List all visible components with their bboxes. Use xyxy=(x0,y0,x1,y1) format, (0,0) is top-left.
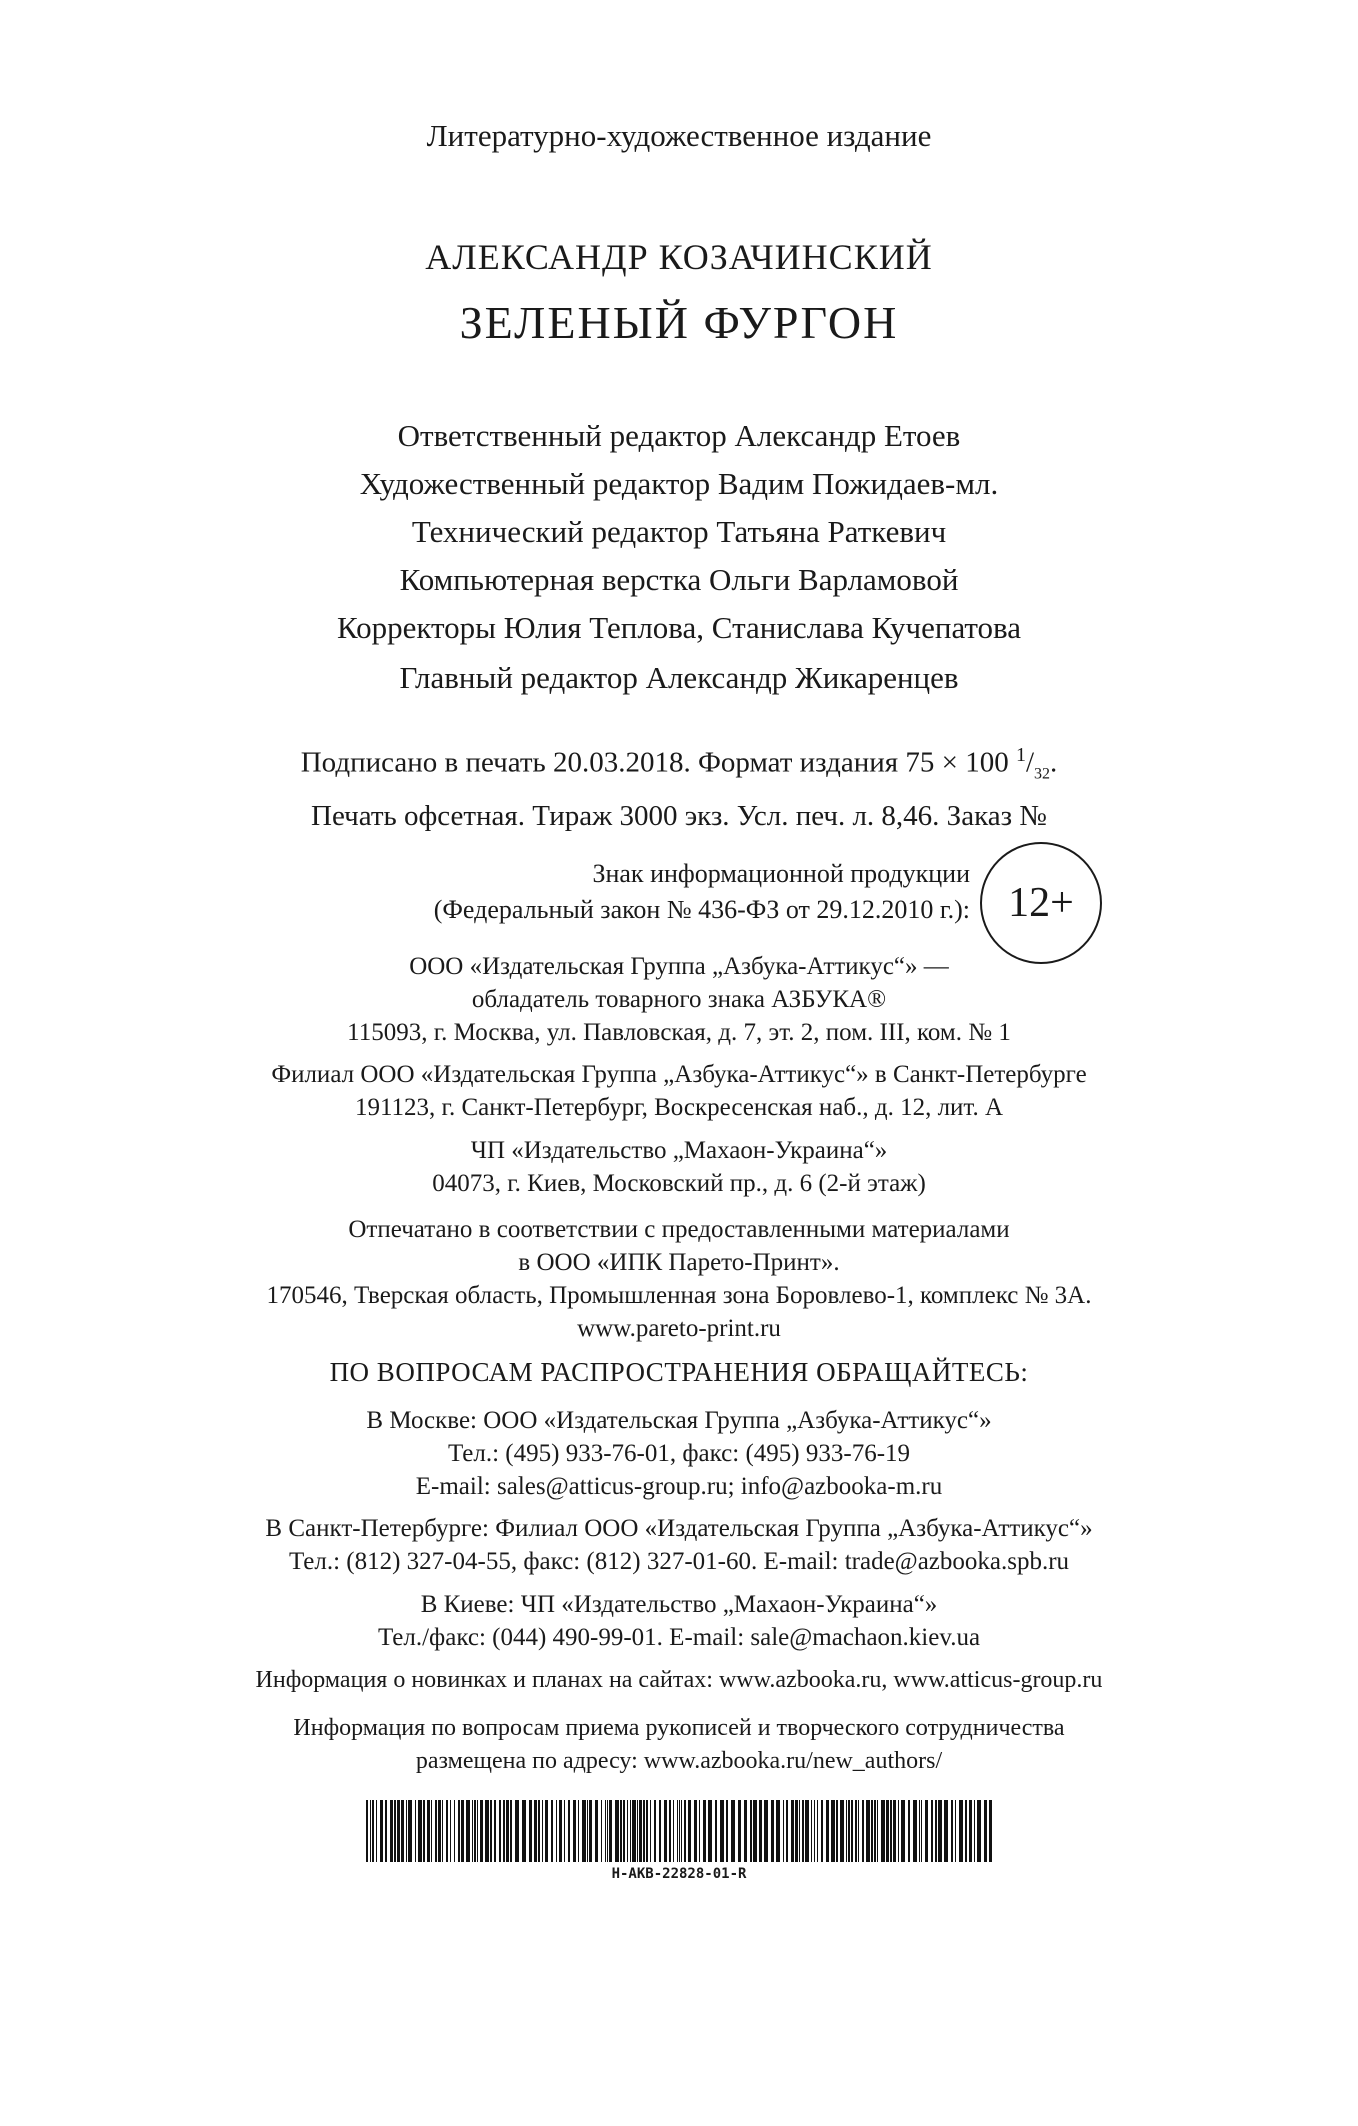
barcode-bar xyxy=(461,1800,464,1862)
barcode-bar xyxy=(529,1800,532,1862)
book-title: ЗЕЛЕНЫЙ ФУРГОН xyxy=(459,297,899,348)
barcode-bar xyxy=(650,1800,651,1862)
publisher-address: 115093, г. Москва, ул. Павловская, д. 7, эт. 2, пом. III, ком. № 1 xyxy=(347,1019,1011,1046)
barcode-bar xyxy=(935,1800,937,1862)
credit-line: Художественный редактор Вадим Пожидаев-мл. xyxy=(359,466,999,501)
printing-line-2: Печать офсетная. Тираж 3000 экз. Усл. печ. л. 8,46. Заказ № xyxy=(311,800,1047,833)
credit-line: Компьютерная верстка Ольги Варламовой xyxy=(399,562,959,597)
barcode-bar xyxy=(515,1800,519,1862)
barcode-bar xyxy=(931,1800,933,1862)
barcode-bar xyxy=(738,1800,741,1862)
barcode-bar xyxy=(821,1800,823,1862)
barcode-bar xyxy=(974,1800,975,1862)
credit-line: Технический редактор Татьяна Раткевич xyxy=(411,514,947,549)
barcode-bar xyxy=(840,1800,844,1862)
printing-details xyxy=(0,734,1358,837)
barcode-bar xyxy=(715,1800,717,1862)
barcode-bar xyxy=(984,1800,987,1862)
barcode-bar xyxy=(538,1800,540,1862)
barcode-bar xyxy=(380,1800,383,1862)
barcode-bar xyxy=(522,1800,526,1862)
barcode-bar xyxy=(466,1800,470,1862)
barcode-bar xyxy=(681,1800,682,1862)
barcode-bar xyxy=(556,1800,557,1862)
barcode-bar xyxy=(925,1800,928,1862)
barcode-bar xyxy=(951,1800,953,1862)
barcode-bar xyxy=(764,1800,768,1862)
barcode-bar xyxy=(814,1800,815,1862)
barcode-bar xyxy=(587,1800,588,1862)
sites-info: Информация о новинках и планах на сайтах: www.azbooka.ru, www.atticus-group.ru xyxy=(255,1667,1103,1693)
edition-type: Литературно-художественное издание xyxy=(426,118,932,153)
barcode-bar xyxy=(908,1800,910,1862)
barcode-bar xyxy=(898,1800,899,1862)
publisher-main xyxy=(0,950,1358,1049)
barcode-bar xyxy=(408,1800,412,1862)
barcode-bar xyxy=(370,1800,371,1862)
barcode-bar xyxy=(753,1800,757,1862)
publisher-line: обладатель товарного знака АЗБУКА® xyxy=(471,986,887,1013)
distribution-moscow xyxy=(0,1404,1358,1503)
barcode-bar xyxy=(506,1800,509,1862)
printed-by xyxy=(0,1213,1358,1345)
barcode-bar xyxy=(485,1800,489,1862)
barcode-bar xyxy=(442,1800,443,1862)
publisher-kiev xyxy=(0,1134,1358,1200)
barcode-bar xyxy=(418,1800,422,1862)
barcode-bar xyxy=(578,1800,579,1862)
barcode-bar xyxy=(866,1800,870,1862)
barcode-bar xyxy=(921,1800,922,1862)
barcode-bar xyxy=(401,1800,404,1862)
format-denominator: 32 xyxy=(1034,765,1051,783)
barcode-bar xyxy=(490,1800,492,1862)
barcode-bar xyxy=(673,1800,674,1862)
barcode-bar xyxy=(874,1800,876,1862)
barcode-bar xyxy=(423,1800,425,1862)
barcode-bar xyxy=(385,1800,387,1862)
barcode-bar xyxy=(795,1800,798,1862)
barcode-bar xyxy=(783,1800,784,1862)
barcode-bar xyxy=(450,1800,451,1862)
barcode-bar xyxy=(659,1800,661,1862)
barcode-bar xyxy=(564,1800,565,1862)
printer-address: 170546, Тверская область, Промышленная зона Боровлево-1, комплекс № 3А. xyxy=(266,1282,1092,1309)
barcode-bar xyxy=(886,1800,889,1862)
barcode-caption: Н-АКВ-22828-01-R xyxy=(611,1866,747,1882)
barcode-bar xyxy=(679,1800,680,1862)
barcode-bar xyxy=(623,1800,625,1862)
barcode-bar xyxy=(893,1800,896,1862)
barcode-bar xyxy=(811,1800,812,1862)
barcode-bar xyxy=(831,1800,835,1862)
info-sign-line-2: (Федеральный закон № 436-ФЗ от 29.12.2010 г.): xyxy=(433,895,970,924)
barcode-bar xyxy=(708,1800,712,1862)
barcode-bar xyxy=(744,1800,747,1862)
barcode-bar xyxy=(435,1800,437,1862)
chief-editor: Главный редактор Александр Жикаренцев xyxy=(399,660,959,695)
barcode-bar xyxy=(805,1800,809,1862)
barcode-bar xyxy=(639,1800,642,1862)
distribution-phone: Тел./факс: (044) 490-99-01. E-mail: sale@machaon.kiev.ua xyxy=(377,1624,981,1651)
age-rating-badge: 12+ xyxy=(980,842,1102,964)
barcode-bar xyxy=(969,1800,972,1862)
publisher-address: 04073, г. Киев, Московский пр., д. 6 (2-й этаж) xyxy=(432,1170,926,1197)
barcode-bar xyxy=(855,1800,857,1862)
barcode-bar xyxy=(771,1800,774,1862)
barcode-bar xyxy=(776,1800,780,1862)
barcode-bar xyxy=(366,1800,368,1862)
barcode-bar xyxy=(654,1800,656,1862)
barcode-bars xyxy=(364,1800,994,1862)
format-numerator: 1 xyxy=(1015,744,1026,766)
barcode-bar xyxy=(573,1800,576,1862)
barcode-bar xyxy=(568,1800,570,1862)
barcode-bar xyxy=(390,1800,393,1862)
barcode-bar xyxy=(959,1800,963,1862)
barcode-bar xyxy=(826,1800,829,1862)
barcode-bar xyxy=(799,1800,800,1862)
barcode-bar xyxy=(637,1800,638,1862)
barcode-bar xyxy=(684,1800,686,1862)
barcode-bar xyxy=(559,1800,562,1862)
barcode-bar xyxy=(510,1800,512,1862)
manuscripts-url: размещена по адресу: www.azbooka.ru/new_authors/ xyxy=(415,1748,943,1774)
distribution-phone: Тел.: (495) 933-76-01, факс: (495) 933-76-19 xyxy=(447,1440,911,1467)
barcode-bar xyxy=(664,1800,667,1862)
barcode-bar xyxy=(397,1800,400,1862)
barcode-bar xyxy=(694,1800,697,1862)
barcode-bar xyxy=(503,1800,505,1862)
barcode-bar xyxy=(394,1800,396,1862)
publisher-line: ООО «Издательская Группа „Азбука-Аттикус“» — xyxy=(409,953,949,980)
distribution-kiev xyxy=(0,1588,1358,1654)
barcode-bar xyxy=(919,1800,920,1862)
barcode-bar xyxy=(817,1800,818,1862)
barcode-bar xyxy=(938,1800,942,1862)
publisher-line: Филиал ООО «Издательская Группа „Азбука-Аттикус“» в Санкт-Петербурге xyxy=(271,1061,1087,1088)
barcode-bar xyxy=(551,1800,553,1862)
barcode-bar xyxy=(669,1800,671,1862)
barcode-bar xyxy=(609,1800,612,1862)
barcode-bar xyxy=(472,1800,473,1862)
barcode-bar xyxy=(877,1800,878,1862)
barcode-bar xyxy=(881,1800,885,1862)
barcode-bar xyxy=(759,1800,762,1862)
barcode-bar xyxy=(607,1800,608,1862)
barcode-bar xyxy=(703,1800,706,1862)
barcode-bar xyxy=(901,1800,905,1862)
barcode-bar xyxy=(438,1800,441,1862)
publisher-spb-branch xyxy=(0,1058,1358,1124)
barcode-bar xyxy=(989,1800,992,1862)
barcode-bar xyxy=(955,1800,956,1862)
manuscripts-line: Информация по вопросам приема рукописей и творческого сотрудничества xyxy=(293,1715,1065,1741)
barcode-bar xyxy=(677,1800,678,1862)
barcode-bar xyxy=(858,1800,859,1862)
barcode-bar xyxy=(836,1800,838,1862)
barcode-bar xyxy=(632,1800,636,1862)
credit-line: Корректоры Юлия Теплова, Станислава Кучепатова xyxy=(336,610,1022,645)
barcode-bar xyxy=(643,1800,645,1862)
distribution-heading: ПО ВОПРОСАМ РАСПРОСТРАНЕНИЯ ОБРАЩАЙТЕСЬ: xyxy=(329,1357,1029,1387)
book-author: АЛЕКСАНДР КОЗАЧИНСКИЙ xyxy=(425,237,933,277)
barcode-bar xyxy=(630,1800,631,1862)
barcode-bar xyxy=(454,1800,455,1862)
printer-line: Отпечатано в соответствии с предоставленными материалами xyxy=(348,1216,1010,1243)
barcode-bar xyxy=(913,1800,917,1862)
barcode-bar xyxy=(802,1800,804,1862)
barcode-bar xyxy=(750,1800,752,1862)
barcode-bar xyxy=(720,1800,724,1862)
barcode-bar xyxy=(458,1800,460,1862)
barcode-bar xyxy=(944,1800,948,1862)
barcode-bar xyxy=(786,1800,788,1862)
barcode-bar xyxy=(862,1800,864,1862)
distribution-line: В Москве: ООО «Издательская Группа „Азбука-Аттикус“» xyxy=(366,1407,992,1434)
manuscripts-info xyxy=(0,1712,1358,1778)
barcode-bar xyxy=(615,1800,619,1862)
barcode-bar xyxy=(372,1800,374,1862)
barcode-bar xyxy=(601,1800,602,1862)
distribution-email: E-mail: sales@atticus-group.ru; info@azbooka-m.ru xyxy=(415,1473,943,1500)
distribution-phone: Тел.: (812) 327-04-55, факс: (812) 327-01-60. E-mail: trade@azbooka.spb.ru xyxy=(288,1548,1070,1575)
barcode-bar xyxy=(726,1800,728,1862)
barcode-bar xyxy=(406,1800,407,1862)
barcode-bar xyxy=(477,1800,478,1862)
barcode-bar xyxy=(376,1800,377,1862)
credit-line: Ответственный редактор Александр Етоев xyxy=(397,418,961,453)
info-sign-line-1: Знак информационной продукции xyxy=(592,859,970,888)
publisher-address: 191123, г. Санкт-Петербург, Воскресенская наб., д. 12, лит. А xyxy=(354,1094,1004,1121)
info-product-sign xyxy=(0,842,1358,942)
barcode-bar xyxy=(731,1800,735,1862)
barcode-bar xyxy=(791,1800,794,1862)
printer-line: в ООО «ИПК Парето-Принт». xyxy=(518,1249,840,1276)
barcode-bar xyxy=(415,1800,416,1862)
barcode-bar xyxy=(494,1800,496,1862)
printer-website: www.pareto-print.ru xyxy=(577,1315,781,1342)
barcode-bar xyxy=(890,1800,892,1862)
barcode-bar xyxy=(620,1800,622,1862)
barcode-bar xyxy=(446,1800,448,1862)
barcode-bar xyxy=(627,1800,628,1862)
barcode-bar xyxy=(427,1800,430,1862)
barcode-bar xyxy=(534,1800,537,1862)
distribution-line: В Киеве: ЧП «Издательство „Махаон-Украина“» xyxy=(420,1591,938,1618)
distribution-spb xyxy=(0,1512,1358,1578)
barcode-bar xyxy=(851,1800,853,1862)
barcode-bar xyxy=(474,1800,476,1862)
barcode-bar xyxy=(589,1800,592,1862)
barcode-bar xyxy=(977,1800,981,1862)
barcode-bar xyxy=(646,1800,648,1862)
barcode-bar xyxy=(595,1800,598,1862)
barcode-bar xyxy=(480,1800,483,1862)
barcode-bar xyxy=(545,1800,548,1862)
barcode-bar xyxy=(846,1800,847,1862)
barcode-bar xyxy=(965,1800,967,1862)
printing-line-1: Подписано в печать 20.03.2018. Формат издания 75 × 100 $^1/_{32}$. xyxy=(300,744,1058,783)
barcode-bar xyxy=(542,1800,543,1862)
barcode-bar xyxy=(699,1800,700,1862)
barcode-bar xyxy=(431,1800,432,1862)
barcode-bar xyxy=(582,1800,586,1862)
barcode-bar xyxy=(688,1800,691,1862)
credits-list xyxy=(0,412,1358,652)
barcode-bar xyxy=(605,1800,606,1862)
barcode-bar xyxy=(848,1800,850,1862)
barcode xyxy=(364,1800,994,1890)
distribution-line: В Санкт-Петербурге: Филиал ООО «Издательская Группа „Азбука-Аттикус“» xyxy=(265,1515,1093,1542)
publisher-line: ЧП «Издательство „Махаон-Украина“» xyxy=(470,1137,888,1164)
barcode-bar xyxy=(499,1800,501,1862)
barcode-bar xyxy=(871,1800,873,1862)
